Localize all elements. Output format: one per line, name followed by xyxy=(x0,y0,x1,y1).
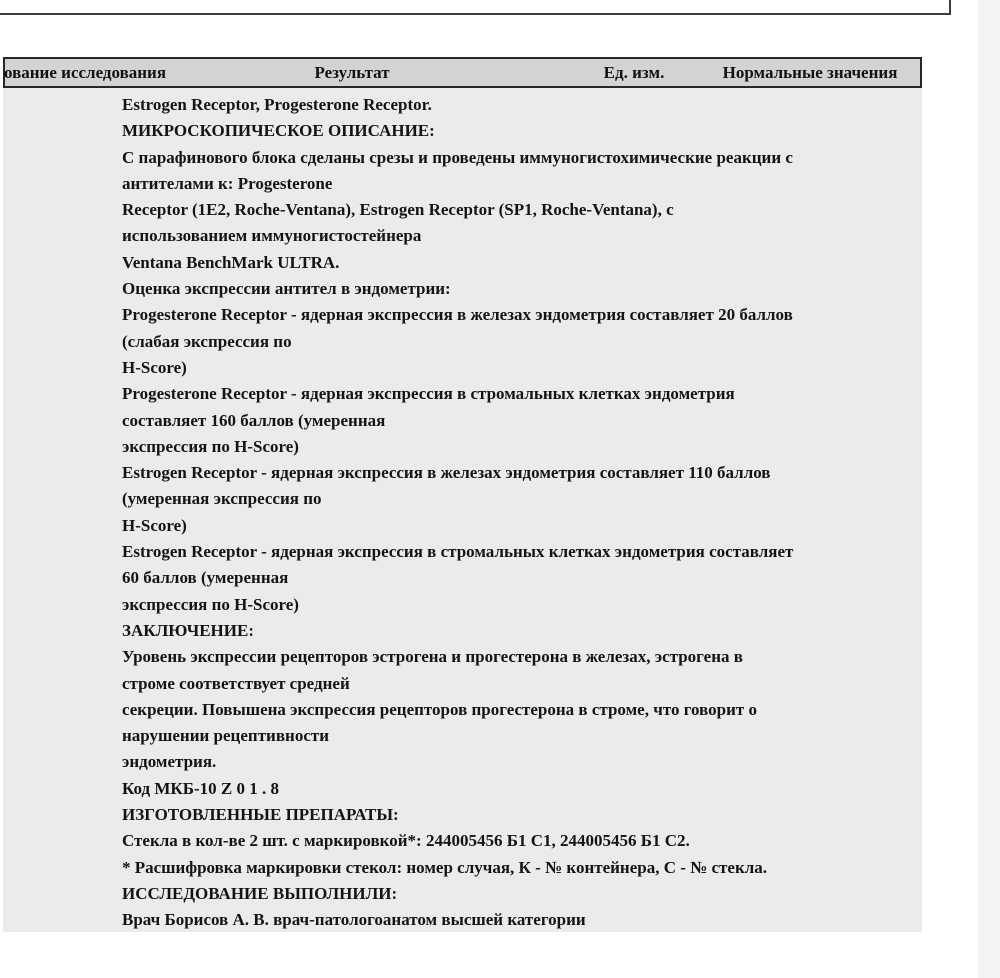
report-line: использованием иммуногистостейнера xyxy=(122,226,422,246)
column-header-result: Результат xyxy=(314,63,390,82)
report-line: ИЗГОТОВЛЕННЫЕ ПРЕПАРАТЫ: xyxy=(122,805,399,825)
report-line: (слабая экспрессия по xyxy=(122,331,292,351)
report-line: Receptor (1E2, Roche-Ventana), Estrogen Receptor (SP1, Roche-Ventana), с xyxy=(122,200,674,220)
result-cell xyxy=(3,88,922,932)
report-line: Стекла в кол-ве 2 шт. с маркировкой*: 244005456 Б1 С1, 244005456 Б1 С2. xyxy=(122,831,690,851)
report-line: секреции. Повышена экспрессия рецепторов прогестерона в строме, что говорит о xyxy=(122,699,757,719)
report-line: ИССЛЕДОВАНИЕ ВЫПОЛНИЛИ: xyxy=(122,883,398,903)
upper-table-remnant-border xyxy=(0,0,951,15)
column-header-study-name: ование исследования xyxy=(4,63,167,82)
report-line: Estrogen Receptor - ядерная экспрессия в стромальных клетках эндометрия составляет xyxy=(122,542,794,562)
report-line: Ventana BenchMark ULTRA. xyxy=(122,252,340,272)
results-table-header xyxy=(3,57,922,88)
report-line: (умеренная экспрессия по xyxy=(122,489,322,509)
report-line: Оценка экспрессии антител в эндометрии: xyxy=(122,279,451,299)
report-text-block xyxy=(122,92,914,934)
report-line: антителами к: Progesterone xyxy=(122,173,333,193)
report-line: строме соответствует средней xyxy=(122,673,350,693)
report-line: Estrogen Receptor, Progesterone Receptor. xyxy=(122,95,432,114)
report-line: Врач Борисов А. В. врач-патологоанатом высшей категории xyxy=(122,910,586,930)
report-line: экспрессия по H-Score) xyxy=(122,436,299,456)
column-header-normal-values: Нормальные значения xyxy=(722,63,898,82)
column-header-units: Ед. изм. xyxy=(603,63,665,82)
report-line: 60 баллов (умеренная xyxy=(122,568,289,588)
report-line: Уровень экспрессии рецепторов эстрогена и прогестерона в железах, эстрогена в xyxy=(122,647,743,667)
report-line: нарушении рецептивности xyxy=(122,726,330,746)
report-line: Progesterone Receptor - ядерная экспрессия в стромальных клетках эндометрия xyxy=(122,384,735,404)
report-line: Estrogen Receptor - ядерная экспрессия в железах эндометрия составляет 110 баллов xyxy=(122,463,771,483)
report-line: МИКРОСКОПИЧЕСКОЕ ОПИСАНИЕ: xyxy=(122,121,435,141)
report-line: эндометрия. xyxy=(122,752,217,772)
report-line: С парафинового блока сделаны срезы и проведены иммуногистохимические реакции с xyxy=(122,147,793,167)
report-line: H-Score) xyxy=(122,515,187,535)
report-line: ЗАКЛЮЧЕНИЕ: xyxy=(122,620,254,640)
scrollbar-track[interactable] xyxy=(978,0,1000,978)
report-line: экспрессия по H-Score) xyxy=(122,594,299,614)
report-line: составляет 160 баллов (умеренная xyxy=(122,410,386,430)
report-line: H-Score) xyxy=(122,357,187,377)
report-line: Код МКБ-10 Z 0 1 . 8 xyxy=(122,778,279,798)
report-line: Progesterone Receptor - ядерная экспрессия в железах эндометрия составляет 20 баллов xyxy=(122,305,793,325)
report-line: * Расшифровка маркировки стекол: номер случая, К - № контейнера, С - № стекла. xyxy=(122,857,768,877)
